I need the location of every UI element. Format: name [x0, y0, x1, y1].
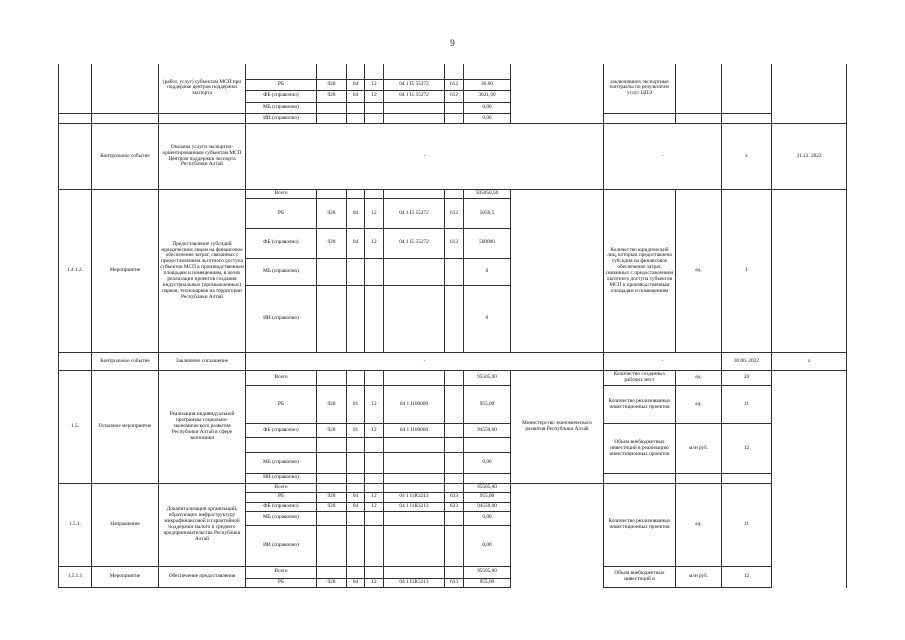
source-cell: ФБ (справочно) [246, 424, 317, 437]
row-type-cell: Мероприятие [92, 189, 159, 352]
row-name-cell: Обеспечение предоставления [159, 567, 246, 588]
table-row: Контрольное событие Оказаны услуги экспортно-ориентированным субъектам МСП Центром поддержки экспорта Республики Алтай - - х 31.12. 2022 [59, 124, 847, 190]
source-cell: МБ (справочно) [246, 258, 317, 285]
amount-cell: 505050,50 [464, 189, 511, 198]
row-type-cell [92, 64, 159, 113]
source-cell: Всего [246, 484, 317, 493]
row-type-cell: Основное мероприятие [92, 370, 159, 483]
row-number-cell: 1.5.1. [59, 484, 92, 567]
row-type-cell: Контрольное событие [92, 124, 159, 190]
source-cell: РБ [246, 493, 317, 502]
row-name-cell: Заключено соглашение [159, 353, 246, 370]
source-cell [246, 64, 317, 79]
row-name-cell: Оказаны услуги экспортно-ориентированным субъектам МСП Центром поддержки экспорта Республики Алтай [159, 124, 246, 190]
indicator-cell: Объем внебюджетных инвестиций в [604, 567, 676, 588]
source-cell: МБ (справочно) [246, 453, 317, 474]
amount-cell: 0 [464, 258, 511, 285]
value-cell: 12 [722, 424, 772, 473]
value-cell: 20 [722, 370, 772, 385]
row-name-cell: (работ, услуг) субъектам МСП при поддержке центров поддержки экспорта [159, 64, 246, 113]
row-type-cell: Контрольное событие [92, 353, 159, 370]
table-row: 1.5. Основное мероприятие Реализация индивидуальной программы социально-экономического развития Республики Алтай в сфере экономики Всего 95505,00 Министерство экономического развития Республики Алтай Количество созданных рабочих мест ед. 20 [59, 370, 847, 385]
row-number-cell [59, 64, 92, 113]
row-name-cell: Докапитализация организаций, образующих инфраструктуру микрофинансовой и гарантийной поддержки малого и среднего предпринимательства Республики Алтай [159, 484, 246, 567]
source-cell: Всего [246, 370, 317, 385]
responsible-cell: Министерство экономического развития Республики Алтай [511, 370, 604, 483]
source-cell: ФБ (справочно) [246, 229, 317, 259]
row-type-cell: Мероприятие [92, 567, 159, 588]
table-row: ФБ (справочно) 928 01 12 04 1 I100000 94550,00 Объем внебюджетных инвестиций в реализацию инвестиционных проектов млн руб. 12 [59, 424, 847, 437]
amount-cell: 95505,00 [464, 484, 511, 493]
table-row: РБ 928 04 12 04 1 I1R3213 633 955,00 [59, 578, 847, 587]
value-cell: 11 [722, 386, 772, 424]
table-row: Контрольное событие Заключено соглашение - - 30.06. 2022 х [59, 353, 847, 370]
page-number: 9 [450, 38, 455, 48]
indicator-cell: Количество созданных рабочих мест [604, 370, 676, 385]
amount-cell: 955,00 [464, 386, 511, 424]
amount-cell: 955,00 [464, 493, 511, 502]
source-cell: МБ (справочно) [246, 102, 317, 113]
row-name-cell: Предоставление субсидий юридическим лицам на финансовое обеспечение затрат, связанных с предоставлением льготного доступа субъектов МСП к производственным площадям и помещениям, в целях реализации проектов создания индустриальных (промышленных) парков, технопарков на территории Республики Алтай [159, 189, 246, 352]
table-row: РБ 928 01 12 04 1 I100000 955,00 Количество реализованных инвестиционных проектов ед. 11 [59, 386, 847, 424]
source-cell: РБ [246, 199, 317, 229]
source-cell: РБ [246, 386, 317, 424]
source-cell: ФБ (справочно) [246, 91, 317, 102]
table-row: 1.5.1. Направление Докапитализация организаций, образующих инфраструктуру микрофинансовой и гарантийной поддержки малого и среднего предпринимательства Республики Алтай Всего 95505,00 Количество реализованных инвестиционных проектов ед. 11 [59, 484, 847, 493]
source-cell: ИИ (справочно) [246, 526, 317, 567]
gap-cell [511, 64, 604, 113]
amount-cell: 0,00 [464, 526, 511, 567]
row-name-cell: Реализация индивидуальной программы социально-экономического развития Республики Алтай в сфере экономики [159, 370, 246, 483]
source-cell: ФБ (справочно) [246, 502, 317, 511]
table-row [59, 64, 847, 79]
row-type-cell: Направление [92, 484, 159, 567]
amount-cell: 500000 [464, 229, 511, 259]
amount-cell: 5050,5 [464, 199, 511, 229]
source-cell: Всего [246, 189, 317, 198]
row-number-cell: 1.4.1.2. [59, 189, 92, 352]
amount-cell: 0,00 [464, 511, 511, 525]
indicator-cell: заключивших экспортные контракты по результатам услуг ЦПЭ [604, 64, 676, 113]
source-cell: Всего [246, 567, 317, 578]
table-row: ФБ (справочно) 928 04 12 04 1 I5 55272 612 3621,90 [59, 91, 847, 102]
amount-cell: 0 [464, 285, 511, 353]
date-cell: 30.06. 2022 [722, 353, 772, 370]
indicator-cell: Объем внебюджетных инвестиций в реализацию инвестиционных проектов [604, 424, 676, 473]
table-row: 1.4.1.2. Мероприятие Предоставление субсидий юридическим лицам на финансовое обеспечение затрат, связанных с предоставлением льготного доступа субъектов МСП к производственным площадям и помещениям, в целях реализации проектов создания индустриальных (промышленных) парков, технопарков на территории Республики Алтай Всего 505050,50 Количество юридический лиц, которым предоставлена субсидия на финансовое обеспечение затрат, связанных с предоставлением льготного доступа субъектов МСП к производственным площадям и помещениям ед. 1 [59, 189, 847, 198]
value-cell: 11 [722, 484, 772, 567]
amount-cell: 94550,00 [464, 424, 511, 437]
source-cell: ИИ (справочно) [246, 473, 317, 483]
table-row: 1.5.1.1 Мероприятие Обеспечение предоставления Всего 95505,00 Объем внебюджетных инвестиций в млн руб. 12 [59, 567, 847, 578]
source-cell: РБ [246, 578, 317, 587]
amount-cell: 95505,00 [464, 370, 511, 385]
table-row: РБ 928 04 12 04 1 I5 55272 612 36,60 [59, 79, 847, 90]
amount-cell: 95505,00 [464, 567, 511, 578]
table-row: ФБ (справочно) 928 04 12 04 1 I1R3213 633 94550,00 [59, 502, 847, 511]
budget-table [58, 64, 846, 588]
value-cell: 1 [722, 189, 772, 352]
source-cell: РБ [246, 79, 317, 90]
table-row [59, 113, 847, 123]
amount-cell: 0,00 [464, 453, 511, 474]
table-row: РБ 928 04 12 04 1 I1R3213 633 955,00 [59, 493, 847, 502]
source-cell: ИИ (справочно) [246, 285, 317, 353]
date-cell: 31.12. 2022 [772, 124, 847, 190]
table-row: РБ 928 04 12 04 1 I5 55272 612 5050,5 [59, 199, 847, 229]
row-number-cell: 1.5. [59, 370, 92, 483]
amount-cell: 0,00 [464, 102, 511, 113]
value-cell: 12 [722, 567, 772, 588]
indicator-cell: Количество юридический лиц, которым предоставлена субсидия на финансовое обеспечение затрат, связанных с предоставлением льготного доступа субъектов МСП к производственным площадям и помещениям [604, 189, 676, 352]
indicator-cell: Количество реализованных инвестиционных проектов [604, 386, 676, 424]
amount-cell: 955,00 [464, 578, 511, 587]
source-cell: ИИ (справочно) [246, 113, 317, 123]
amount-cell: 3621,90 [464, 91, 511, 102]
row-number-cell: 1.5.1.1 [59, 567, 92, 588]
indicator-cell: Количество реализованных инвестиционных проектов [604, 484, 676, 567]
source-cell: МБ (справочно) [246, 511, 317, 525]
amount-cell: 36,60 [464, 79, 511, 90]
amount-cell: 94550,00 [464, 502, 511, 511]
table-row: ФБ (справочно) 928 04 12 04 1 I5 55272 612 500000 [59, 229, 847, 259]
amount-cell: 0,00 [464, 113, 511, 123]
